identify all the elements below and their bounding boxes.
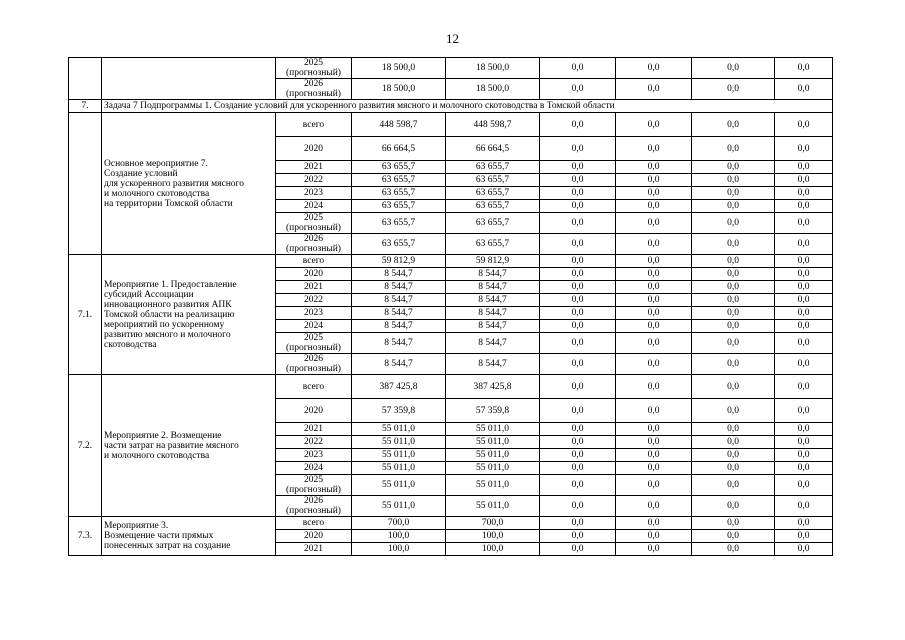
value-cell: 0,0 bbox=[692, 333, 775, 354]
value-cell: 0,0 bbox=[692, 161, 775, 174]
value-cell: 0,0 bbox=[692, 200, 775, 213]
value-cell: 0,0 bbox=[616, 354, 692, 375]
year-cell: 2026 (прогнозный) bbox=[276, 354, 352, 375]
value-cell: 0,0 bbox=[692, 234, 775, 255]
value-cell: 0,0 bbox=[775, 213, 833, 234]
value-cell: 8 544,7 bbox=[446, 281, 540, 294]
year-cell: 2026 (прогнозный) bbox=[276, 79, 352, 100]
value-cell: 0,0 bbox=[692, 213, 775, 234]
value-cell: 55 011,0 bbox=[352, 462, 446, 475]
value-cell: 0,0 bbox=[540, 174, 616, 187]
row-number-cell bbox=[69, 58, 102, 100]
value-cell: 0,0 bbox=[775, 517, 833, 530]
value-cell: 8 544,7 bbox=[446, 268, 540, 281]
activity-number bbox=[69, 113, 102, 255]
value-cell: 8 544,7 bbox=[352, 307, 446, 320]
value-cell: 63 655,7 bbox=[352, 187, 446, 200]
value-cell: 0,0 bbox=[616, 187, 692, 200]
value-cell: 0,0 bbox=[692, 58, 775, 79]
value-cell: 63 655,7 bbox=[352, 234, 446, 255]
year-cell: 2021 bbox=[276, 281, 352, 294]
value-cell: 0,0 bbox=[775, 320, 833, 333]
value-cell: 0,0 bbox=[616, 399, 692, 423]
value-cell: 0,0 bbox=[540, 255, 616, 268]
value-cell: 0,0 bbox=[540, 113, 616, 137]
value-cell: 0,0 bbox=[692, 449, 775, 462]
value-cell: 63 655,7 bbox=[352, 200, 446, 213]
value-cell: 0,0 bbox=[775, 113, 833, 137]
value-cell: 0,0 bbox=[616, 333, 692, 354]
activity-name-cell bbox=[102, 58, 276, 100]
value-cell: 0,0 bbox=[616, 307, 692, 320]
year-cell: 2022 bbox=[276, 436, 352, 449]
year-cell: 2024 bbox=[276, 320, 352, 333]
value-cell: 0,0 bbox=[775, 496, 833, 517]
activity-number: 7.2. bbox=[69, 375, 102, 517]
value-cell: 55 011,0 bbox=[352, 449, 446, 462]
value-cell: 55 011,0 bbox=[352, 475, 446, 496]
activity-name: Мероприятие 1. Предоставление субсидий Ассоциации инновационного развития АПК Томской области на реализацию мероприятий по ускоренному развитию мясного и молочного скотоводства bbox=[102, 255, 276, 375]
value-cell: 0,0 bbox=[775, 161, 833, 174]
value-cell: 0,0 bbox=[775, 268, 833, 281]
value-cell: 0,0 bbox=[775, 354, 833, 375]
value-cell: 0,0 bbox=[692, 496, 775, 517]
value-cell: 0,0 bbox=[540, 213, 616, 234]
value-cell: 18 500,0 bbox=[352, 58, 446, 79]
value-cell: 0,0 bbox=[540, 399, 616, 423]
value-cell: 63 655,7 bbox=[352, 213, 446, 234]
value-cell: 8 544,7 bbox=[446, 333, 540, 354]
value-cell: 63 655,7 bbox=[446, 161, 540, 174]
value-cell: 63 655,7 bbox=[446, 234, 540, 255]
value-cell: 8 544,7 bbox=[352, 294, 446, 307]
value-cell: 0,0 bbox=[540, 530, 616, 543]
value-cell: 8 544,7 bbox=[352, 333, 446, 354]
table-row bbox=[69, 58, 833, 79]
value-cell: 0,0 bbox=[692, 530, 775, 543]
value-cell: 0,0 bbox=[616, 200, 692, 213]
value-cell: 59 812,9 bbox=[352, 255, 446, 268]
year-cell: 2024 bbox=[276, 462, 352, 475]
value-cell: 0,0 bbox=[692, 517, 775, 530]
year-cell: 2024 bbox=[276, 200, 352, 213]
year-cell: 2020 bbox=[276, 399, 352, 423]
year-cell: 2023 bbox=[276, 307, 352, 320]
value-cell: 0,0 bbox=[775, 294, 833, 307]
value-cell: 57 359,8 bbox=[352, 399, 446, 423]
value-cell: 0,0 bbox=[616, 174, 692, 187]
value-cell: 100,0 bbox=[446, 543, 540, 556]
value-cell: 66 664,5 bbox=[352, 137, 446, 161]
value-cell: 387 425,8 bbox=[352, 375, 446, 399]
value-cell: 0,0 bbox=[540, 79, 616, 100]
value-cell: 0,0 bbox=[540, 307, 616, 320]
value-cell: 0,0 bbox=[775, 281, 833, 294]
value-cell: 0,0 bbox=[692, 187, 775, 200]
value-cell: 0,0 bbox=[616, 268, 692, 281]
value-cell: 0,0 bbox=[540, 333, 616, 354]
value-cell: 0,0 bbox=[692, 268, 775, 281]
value-cell: 18 500,0 bbox=[446, 79, 540, 100]
value-cell: 0,0 bbox=[775, 436, 833, 449]
year-cell: всего bbox=[276, 255, 352, 268]
value-cell: 0,0 bbox=[540, 268, 616, 281]
value-cell: 0,0 bbox=[540, 543, 616, 556]
value-cell: 66 664,5 bbox=[446, 137, 540, 161]
value-cell: 0,0 bbox=[692, 375, 775, 399]
activity-number: 7.3. bbox=[69, 517, 102, 556]
year-cell: всего bbox=[276, 517, 352, 530]
budget-table bbox=[68, 57, 833, 556]
activity-name: Мероприятие 2. Возмещение части затрат на развитие мясного и молочного скотоводства bbox=[102, 375, 276, 517]
value-cell: 0,0 bbox=[540, 234, 616, 255]
value-cell: 0,0 bbox=[775, 174, 833, 187]
value-cell: 63 655,7 bbox=[446, 200, 540, 213]
value-cell: 0,0 bbox=[692, 423, 775, 436]
value-cell: 0,0 bbox=[775, 187, 833, 200]
value-cell: 55 011,0 bbox=[446, 436, 540, 449]
value-cell: 0,0 bbox=[692, 543, 775, 556]
value-cell: 0,0 bbox=[540, 161, 616, 174]
value-cell: 0,0 bbox=[692, 475, 775, 496]
year-cell: 2025 (прогнозный) bbox=[276, 333, 352, 354]
value-cell: 0,0 bbox=[616, 496, 692, 517]
value-cell: 8 544,7 bbox=[352, 354, 446, 375]
value-cell: 0,0 bbox=[540, 354, 616, 375]
value-cell: 0,0 bbox=[540, 281, 616, 294]
value-cell: 0,0 bbox=[616, 320, 692, 333]
value-cell: 387 425,8 bbox=[446, 375, 540, 399]
value-cell: 700,0 bbox=[446, 517, 540, 530]
value-cell: 0,0 bbox=[775, 543, 833, 556]
value-cell: 0,0 bbox=[775, 255, 833, 268]
value-cell: 0,0 bbox=[540, 375, 616, 399]
value-cell: 63 655,7 bbox=[446, 187, 540, 200]
value-cell: 0,0 bbox=[775, 234, 833, 255]
value-cell: 0,0 bbox=[540, 462, 616, 475]
value-cell: 0,0 bbox=[540, 436, 616, 449]
table-row bbox=[69, 375, 833, 399]
value-cell: 0,0 bbox=[540, 137, 616, 161]
value-cell: 0,0 bbox=[775, 423, 833, 436]
value-cell: 0,0 bbox=[775, 449, 833, 462]
value-cell: 0,0 bbox=[775, 530, 833, 543]
value-cell: 8 544,7 bbox=[446, 307, 540, 320]
value-cell: 0,0 bbox=[775, 462, 833, 475]
value-cell: 55 011,0 bbox=[446, 475, 540, 496]
value-cell: 0,0 bbox=[616, 543, 692, 556]
task-row bbox=[69, 100, 833, 113]
value-cell: 0,0 bbox=[616, 213, 692, 234]
value-cell: 8 544,7 bbox=[446, 320, 540, 333]
value-cell: 8 544,7 bbox=[446, 354, 540, 375]
value-cell: 8 544,7 bbox=[352, 281, 446, 294]
value-cell: 0,0 bbox=[540, 294, 616, 307]
value-cell: 0,0 bbox=[540, 475, 616, 496]
task-title: Задача 7 Подпрограммы 1. Создание условий для ускоренного развития мясного и молочного скотоводства в Томской области bbox=[102, 100, 833, 113]
value-cell: 0,0 bbox=[692, 174, 775, 187]
task-number: 7. bbox=[69, 100, 102, 113]
value-cell: 0,0 bbox=[775, 79, 833, 100]
year-cell: всего bbox=[276, 375, 352, 399]
value-cell: 0,0 bbox=[540, 200, 616, 213]
value-cell: 8 544,7 bbox=[352, 268, 446, 281]
year-cell: 2021 bbox=[276, 161, 352, 174]
value-cell: 0,0 bbox=[540, 320, 616, 333]
value-cell: 100,0 bbox=[352, 530, 446, 543]
value-cell: 0,0 bbox=[616, 161, 692, 174]
value-cell: 0,0 bbox=[616, 530, 692, 543]
value-cell: 0,0 bbox=[616, 79, 692, 100]
value-cell: 55 011,0 bbox=[446, 462, 540, 475]
value-cell: 55 011,0 bbox=[352, 423, 446, 436]
value-cell: 63 655,7 bbox=[352, 161, 446, 174]
value-cell: 57 359,8 bbox=[446, 399, 540, 423]
year-cell: 2021 bbox=[276, 423, 352, 436]
activity-name: Мероприятие 3. Возмещение части прямых понесенных затрат на создание bbox=[102, 517, 276, 556]
value-cell: 55 011,0 bbox=[352, 436, 446, 449]
value-cell: 700,0 bbox=[352, 517, 446, 530]
value-cell: 0,0 bbox=[692, 79, 775, 100]
year-cell: 2023 bbox=[276, 449, 352, 462]
value-cell: 0,0 bbox=[775, 475, 833, 496]
value-cell: 0,0 bbox=[616, 113, 692, 137]
year-cell: 2021 bbox=[276, 543, 352, 556]
value-cell: 55 011,0 bbox=[352, 496, 446, 517]
value-cell: 0,0 bbox=[692, 294, 775, 307]
value-cell: 0,0 bbox=[692, 320, 775, 333]
value-cell: 0,0 bbox=[775, 137, 833, 161]
year-cell: 2025 (прогнозный) bbox=[276, 58, 352, 79]
value-cell: 0,0 bbox=[616, 449, 692, 462]
value-cell: 100,0 bbox=[352, 543, 446, 556]
value-cell: 0,0 bbox=[540, 58, 616, 79]
year-cell: 2025 (прогнозный) bbox=[276, 475, 352, 496]
value-cell: 0,0 bbox=[616, 234, 692, 255]
table-row bbox=[69, 517, 833, 530]
value-cell: 0,0 bbox=[616, 294, 692, 307]
value-cell: 0,0 bbox=[775, 399, 833, 423]
value-cell: 0,0 bbox=[540, 423, 616, 436]
value-cell: 0,0 bbox=[616, 423, 692, 436]
value-cell: 448 598,7 bbox=[352, 113, 446, 137]
value-cell: 0,0 bbox=[616, 475, 692, 496]
value-cell: 0,0 bbox=[692, 137, 775, 161]
value-cell: 0,0 bbox=[540, 496, 616, 517]
value-cell: 55 011,0 bbox=[446, 449, 540, 462]
activity-name: Основное мероприятие 7. Создание условий для ускоренного развития мясного и молочного скотоводства на территории Томской области bbox=[102, 113, 276, 255]
table-row bbox=[69, 113, 833, 137]
year-cell: 2020 bbox=[276, 530, 352, 543]
page-number: 12 bbox=[446, 31, 459, 46]
year-cell: 2026 (прогнозный) bbox=[276, 234, 352, 255]
value-cell: 0,0 bbox=[692, 307, 775, 320]
value-cell: 0,0 bbox=[692, 113, 775, 137]
value-cell: 0,0 bbox=[616, 436, 692, 449]
value-cell: 0,0 bbox=[692, 354, 775, 375]
value-cell: 0,0 bbox=[540, 187, 616, 200]
value-cell: 59 812,9 bbox=[446, 255, 540, 268]
year-cell: 2020 bbox=[276, 268, 352, 281]
value-cell: 0,0 bbox=[616, 517, 692, 530]
value-cell: 0,0 bbox=[616, 281, 692, 294]
value-cell: 100,0 bbox=[446, 530, 540, 543]
year-cell: 2022 bbox=[276, 174, 352, 187]
value-cell: 0,0 bbox=[616, 462, 692, 475]
value-cell: 0,0 bbox=[692, 281, 775, 294]
year-cell: 2020 bbox=[276, 137, 352, 161]
activity-number: 7.1. bbox=[69, 255, 102, 375]
value-cell: 0,0 bbox=[616, 137, 692, 161]
value-cell: 0,0 bbox=[775, 333, 833, 354]
value-cell: 0,0 bbox=[692, 436, 775, 449]
value-cell: 0,0 bbox=[540, 517, 616, 530]
value-cell: 8 544,7 bbox=[352, 320, 446, 333]
year-cell: всего bbox=[276, 113, 352, 137]
value-cell: 0,0 bbox=[775, 200, 833, 213]
year-cell: 2022 bbox=[276, 294, 352, 307]
value-cell: 63 655,7 bbox=[446, 213, 540, 234]
value-cell: 63 655,7 bbox=[352, 174, 446, 187]
value-cell: 18 500,0 bbox=[352, 79, 446, 100]
value-cell: 0,0 bbox=[540, 449, 616, 462]
value-cell: 0,0 bbox=[775, 375, 833, 399]
value-cell: 0,0 bbox=[616, 255, 692, 268]
value-cell: 18 500,0 bbox=[446, 58, 540, 79]
value-cell: 0,0 bbox=[616, 58, 692, 79]
value-cell: 55 011,0 bbox=[446, 423, 540, 436]
value-cell: 0,0 bbox=[616, 375, 692, 399]
table-row bbox=[69, 255, 833, 268]
year-cell: 2023 bbox=[276, 187, 352, 200]
value-cell: 8 544,7 bbox=[446, 294, 540, 307]
value-cell: 448 598,7 bbox=[446, 113, 540, 137]
year-cell: 2025 (прогнозный) bbox=[276, 213, 352, 234]
value-cell: 0,0 bbox=[775, 58, 833, 79]
value-cell: 0,0 bbox=[775, 307, 833, 320]
value-cell: 55 011,0 bbox=[446, 496, 540, 517]
value-cell: 63 655,7 bbox=[446, 174, 540, 187]
year-cell: 2026 (прогнозный) bbox=[276, 496, 352, 517]
value-cell: 0,0 bbox=[692, 462, 775, 475]
value-cell: 0,0 bbox=[692, 255, 775, 268]
value-cell: 0,0 bbox=[692, 399, 775, 423]
